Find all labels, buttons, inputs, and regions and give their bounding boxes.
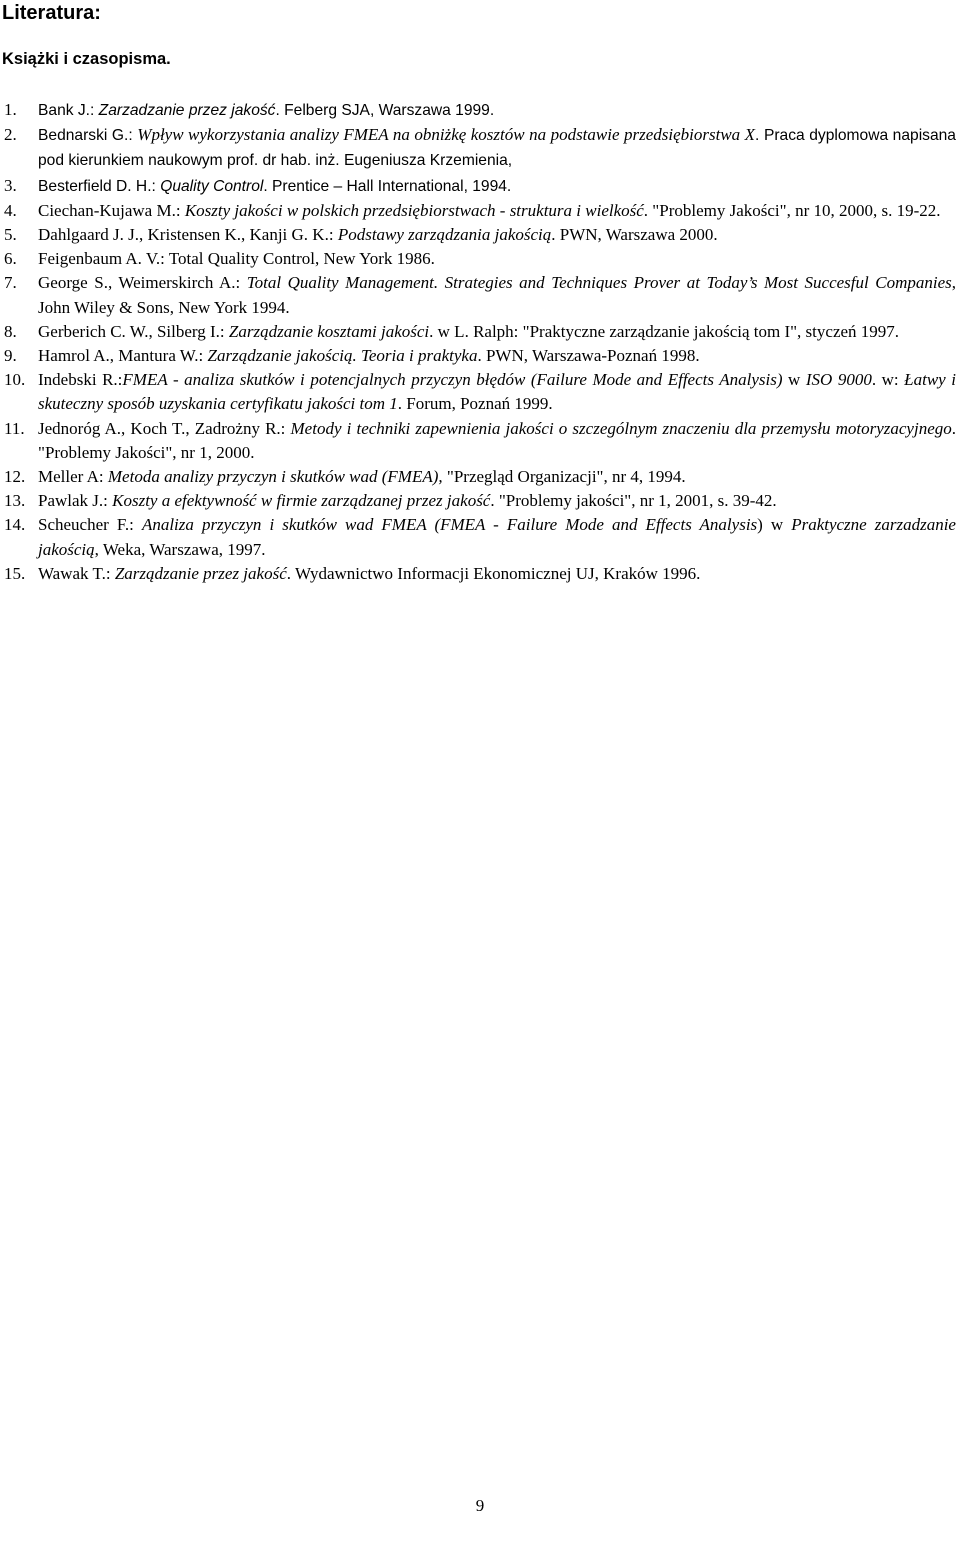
- entry-author: Gerberich C. W., Silberg I.:: [38, 321, 229, 341]
- entry-number: 12.: [4, 467, 26, 487]
- entry-book-title: Praktyczne zarzadzanie jakością: [38, 515, 956, 559]
- entry-title: FMEA - analiza skutków i potencjalnych przyczyn błędów (Failure Mode and Effects Analysis): [122, 370, 783, 390]
- entry-author: Indebski R.:: [38, 370, 123, 390]
- entry-author: Jednoróg A., Koch T., Zadrożny R.:: [38, 418, 291, 438]
- entry-number: 4.: [4, 200, 17, 220]
- bibliography-entry: [0, 344, 956, 368]
- entry-author: Pawlak J.:: [38, 491, 113, 511]
- entry-author: Scheucher F.:: [38, 515, 142, 535]
- entry-series-title: ISO 9000: [805, 370, 872, 390]
- entry-title: Zarzadzanie przez jakość: [98, 102, 276, 119]
- entry-title: Koszty a efektywność w firmie zarządzanej przez jakość: [112, 491, 491, 511]
- entry-number: 3.: [4, 175, 17, 195]
- entry-title: Quality Control: [160, 177, 264, 195]
- bibliography-entry: [0, 123, 956, 173]
- entry-publication: . Forum, Poznań 1999.: [397, 394, 553, 414]
- bibliography-list: [0, 98, 956, 586]
- entry-number: 8.: [4, 321, 17, 341]
- section-heading: Literatura:: [2, 2, 101, 24]
- entry-number: 10.: [4, 370, 26, 390]
- entry-number: 1.: [4, 100, 17, 119]
- entry-title: Wpływ wykorzystania analizy FMEA na obniżkę kosztów na podstawie przedsiębiorstwa X: [137, 125, 756, 145]
- entry-publication: . Prentice – Hall International, 1994.: [263, 177, 512, 195]
- entry-author: Ciechan-Kujawa M.:: [38, 200, 185, 220]
- bibliography-entry: [0, 417, 956, 465]
- entry-author: Besterfield D. H.:: [38, 177, 161, 195]
- entry-number: 2.: [4, 125, 17, 145]
- entry-publication: . Felberg SJA, Warszawa 1999.: [275, 102, 495, 119]
- entry-number: 14.: [4, 515, 26, 535]
- bibliography-entry: [0, 98, 956, 123]
- entry-publication: . Wydawnictwo Informacji Ekonomicznej UJ, Kraków 1996.: [286, 563, 701, 583]
- entry-author: Bednarski G.:: [38, 127, 138, 145]
- entry-publication: . PWN, Warszawa 2000.: [551, 225, 718, 245]
- entry-connector: ) w: [757, 515, 792, 535]
- entry-author: Bank J.:: [38, 102, 99, 119]
- entry-title: Zarządzanie przez jakość: [114, 563, 287, 583]
- entry-title: Analiza przyczyn i skutków wad FMEA (FMEA - Failure Mode and Effects Analysis: [141, 515, 758, 535]
- entry-text: Feigenbaum A. V.: Total Quality Control, New York 1986.: [38, 249, 435, 269]
- entry-author: Wawak T.:: [38, 563, 115, 583]
- entry-publication: . PWN, Warszawa-Poznań 1998.: [477, 346, 700, 366]
- entry-number: 11.: [4, 418, 25, 438]
- entry-publication: . "Problemy Jakości", nr 1, 2000.: [38, 418, 956, 462]
- entry-title: Koszty jakości w polskich przedsiębiorstwach - struktura i wielkość: [184, 200, 644, 220]
- bibliography-entry: [0, 199, 956, 223]
- entry-connector: . w:: [871, 370, 905, 390]
- entry-title: Podstawy zarządzania jakością: [337, 225, 552, 245]
- entry-publication: . Praca dyplomowa napisana pod kierunkiem naukowym prof. dr hab. inż. Eugeniusza Krzemienia,: [38, 127, 956, 170]
- entry-book-title: Łatwy i skuteczny sposób uzyskania certyfikatu jakości tom 1: [38, 370, 956, 414]
- entry-number: 13.: [4, 491, 26, 511]
- entry-connector: w: [782, 370, 806, 390]
- entry-title: Zarządzanie jakością. Teoria i praktyka: [207, 346, 478, 366]
- entry-title: Metoda analizy przyczyn i skutków wad (FMEA),: [107, 467, 443, 487]
- entry-publication: , John Wiley & Sons, New York 1994.: [38, 273, 957, 317]
- entry-number: 7.: [4, 273, 17, 293]
- entry-title: Total Quality Management. Strategies and Techniques Prover at Today’s Most Succesful Companies: [246, 273, 952, 293]
- bibliography-entry: [0, 489, 956, 513]
- bibliography-entry: [0, 223, 956, 247]
- entry-title: Metody i techniki zapewnienia jakości o szczególnym znaczeniu dla przemysłu motoryzacyjnego: [290, 418, 952, 438]
- bibliography-entry: [0, 174, 956, 199]
- bibliography-entry: [0, 562, 956, 586]
- entry-author: Meller A:: [38, 467, 108, 487]
- entry-publication: . "Problemy jakości", nr 1, 2001, s. 39-42.: [490, 491, 777, 511]
- bibliography-entry: [0, 368, 956, 416]
- entry-publication: "Przegląd Organizacji", nr 4, 1994.: [442, 467, 686, 487]
- entry-number: 15.: [4, 563, 26, 583]
- entry-title: Zarządzanie kosztami jakości: [228, 321, 430, 341]
- bibliography-entry: [0, 513, 956, 561]
- bibliography-entry: [0, 465, 956, 489]
- entry-number: 6.: [4, 249, 17, 269]
- entry-author: Hamrol A., Mantura W.:: [38, 346, 208, 366]
- bibliography-entry: [0, 320, 956, 344]
- entry-publication: , Weka, Warszawa, 1997.: [94, 539, 266, 559]
- entry-publication: . w L. Ralph: "Praktyczne zarządzanie jakością tom I", styczeń 1997.: [429, 321, 900, 341]
- bibliography-entry: [0, 247, 956, 271]
- section-subheading: Książki i czasopisma.: [2, 50, 171, 68]
- bibliography-entry: [0, 271, 956, 319]
- entry-number: 5.: [4, 225, 17, 245]
- entry-number: 9.: [4, 346, 17, 366]
- entry-publication: . "Problemy Jakości", nr 10, 2000, s. 19-22.: [643, 200, 941, 220]
- entry-author: George S., Weimerskirch A.:: [38, 273, 247, 293]
- page-number: 9: [475, 1496, 485, 1515]
- entry-author: Dahlgaard J. J., Kristensen K., Kanji G. K.:: [38, 225, 338, 245]
